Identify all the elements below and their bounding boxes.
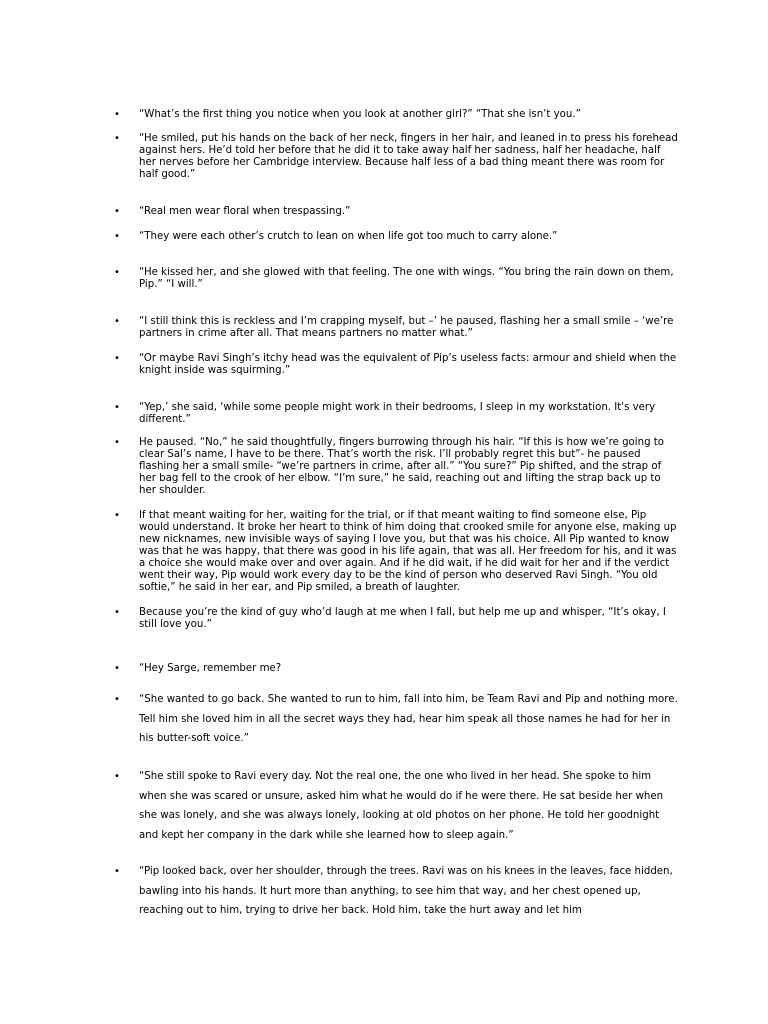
quote-text: “Pip looked back, over her shoulder, through the trees. Ravi was on his knees in the leaves, face hidden, bawling into his hands. It hurt more than anything, to see him that way, and her chest opened up, reaching out to him, trying to drive her back. Hold him, take the hurt away and let him bbox=[139, 866, 673, 916]
quote-text: “She still spoke to Ravi every day. Not the real one, the one who lived in her head. She spoke to him when she was scared or unsure, asked him what he would do if he were there. He sat beside her when she was lonely, and she was always lonely, looking at old photos on her phone. He told her goodnight and kept her company in the dark while she learned how to sleep again.” bbox=[139, 771, 664, 841]
quote-text: “They were each other’s crutch to lean on when life got too much to carry alone.” bbox=[139, 231, 558, 242]
quote-text: “He smiled, put his hands on the back of her neck, fingers in her hair, and leaned in to press his forehead against hers. He’d told her before that he did it to take away half her sadness, half her headache, half her nerves before her Cambridge interview. Because half less of a bad thing meant there was room for half good.” bbox=[139, 133, 678, 180]
quote-text: “Hey Sarge, remember me? bbox=[139, 663, 282, 674]
bullet-icon: • bbox=[114, 694, 120, 705]
bullet-icon: • bbox=[114, 402, 120, 413]
bullet-icon: • bbox=[114, 353, 120, 364]
bullet-icon: • bbox=[114, 663, 120, 674]
quote-text: “I still think this is reckless and I’m crapping myself, but –’ he paused, flashing her a small smile – ‘we’re partners in crime after all. That means partners no matter what.” bbox=[139, 316, 674, 339]
bullet-icon: • bbox=[114, 771, 120, 782]
bullet-icon: • bbox=[114, 510, 120, 521]
bullet-icon: • bbox=[114, 866, 120, 877]
bullet-icon: • bbox=[114, 437, 120, 448]
bullet-icon: • bbox=[114, 607, 120, 618]
bullet-icon: • bbox=[114, 133, 120, 144]
quote-text: “She wanted to go back. She wanted to run to him, fall into him, be Team Ravi and Pip and nothing more. Tell him she loved him in all the secret ways they had, hear him speak all those names he had for her in his butter-soft voice.” bbox=[139, 694, 678, 744]
quote-text: “Yep,’ she said, ‘while some people might work in their bedrooms, I sleep in my workstation. It's very different.” bbox=[139, 402, 656, 425]
bullet-icon: • bbox=[114, 231, 120, 242]
quote-text: Because you’re the kind of guy who’d laugh at me when I fall, but help me up and whisper, “It’s okay, I still love you.” bbox=[139, 607, 666, 630]
quote-text: If that meant waiting for her, waiting for the trial, or if that meant waiting to find someone else, Pip would understand. It broke her heart to think of him doing that crooked smile for anyone else, making up new nicknames, new invisible ways of saying I love you, but that was his choice. All Pip wanted to know was that he was happy, that there was good in his life again, that was all. Her freedom for his, and it was a choice she would make over and over again. And if he did wait, if he did wait for her and if the verdict went their way, Pip would work every day to be the kind of person who deserved Ravi Singh. “You old softie,” he said in her ear, and Pip smiled, a breath of laughter. bbox=[139, 510, 677, 593]
bullet-icon: • bbox=[114, 267, 120, 278]
bullet-icon: • bbox=[114, 206, 120, 217]
quote-text: He paused. “No,” he said thoughtfully, fingers burrowing through his hair. “If this is how we’re going to clear Sal’s name, I have to be there. That’s worth the risk. I’ll probably regret this but”- he paused flashing her a small smile- “we’re partners in crime, after all.” “You sure?” Pip shifted, and the strap of her bag fell to the crook of her elbow. “I’m sure,” he said, reaching out and lifting the strap back up to her shoulder. bbox=[139, 437, 665, 496]
quote-text: “He kissed her, and she glowed with that feeling. The one with wings. “You bring the rain down on them, Pip.” “I will.” bbox=[139, 267, 674, 290]
quote-text: “Or maybe Ravi Singh’s itchy head was the equivalent of Pip’s useless facts: armour and shield when the knight inside was squirming.” bbox=[139, 353, 677, 376]
bullet-icon: • bbox=[114, 109, 120, 120]
bullet-icon: • bbox=[114, 316, 120, 327]
quote-text: “Real men wear floral when trespassing.” bbox=[139, 206, 351, 217]
quote-text: “What’s the first thing you notice when you look at another girl?” “That she isn’t you.” bbox=[139, 109, 581, 120]
